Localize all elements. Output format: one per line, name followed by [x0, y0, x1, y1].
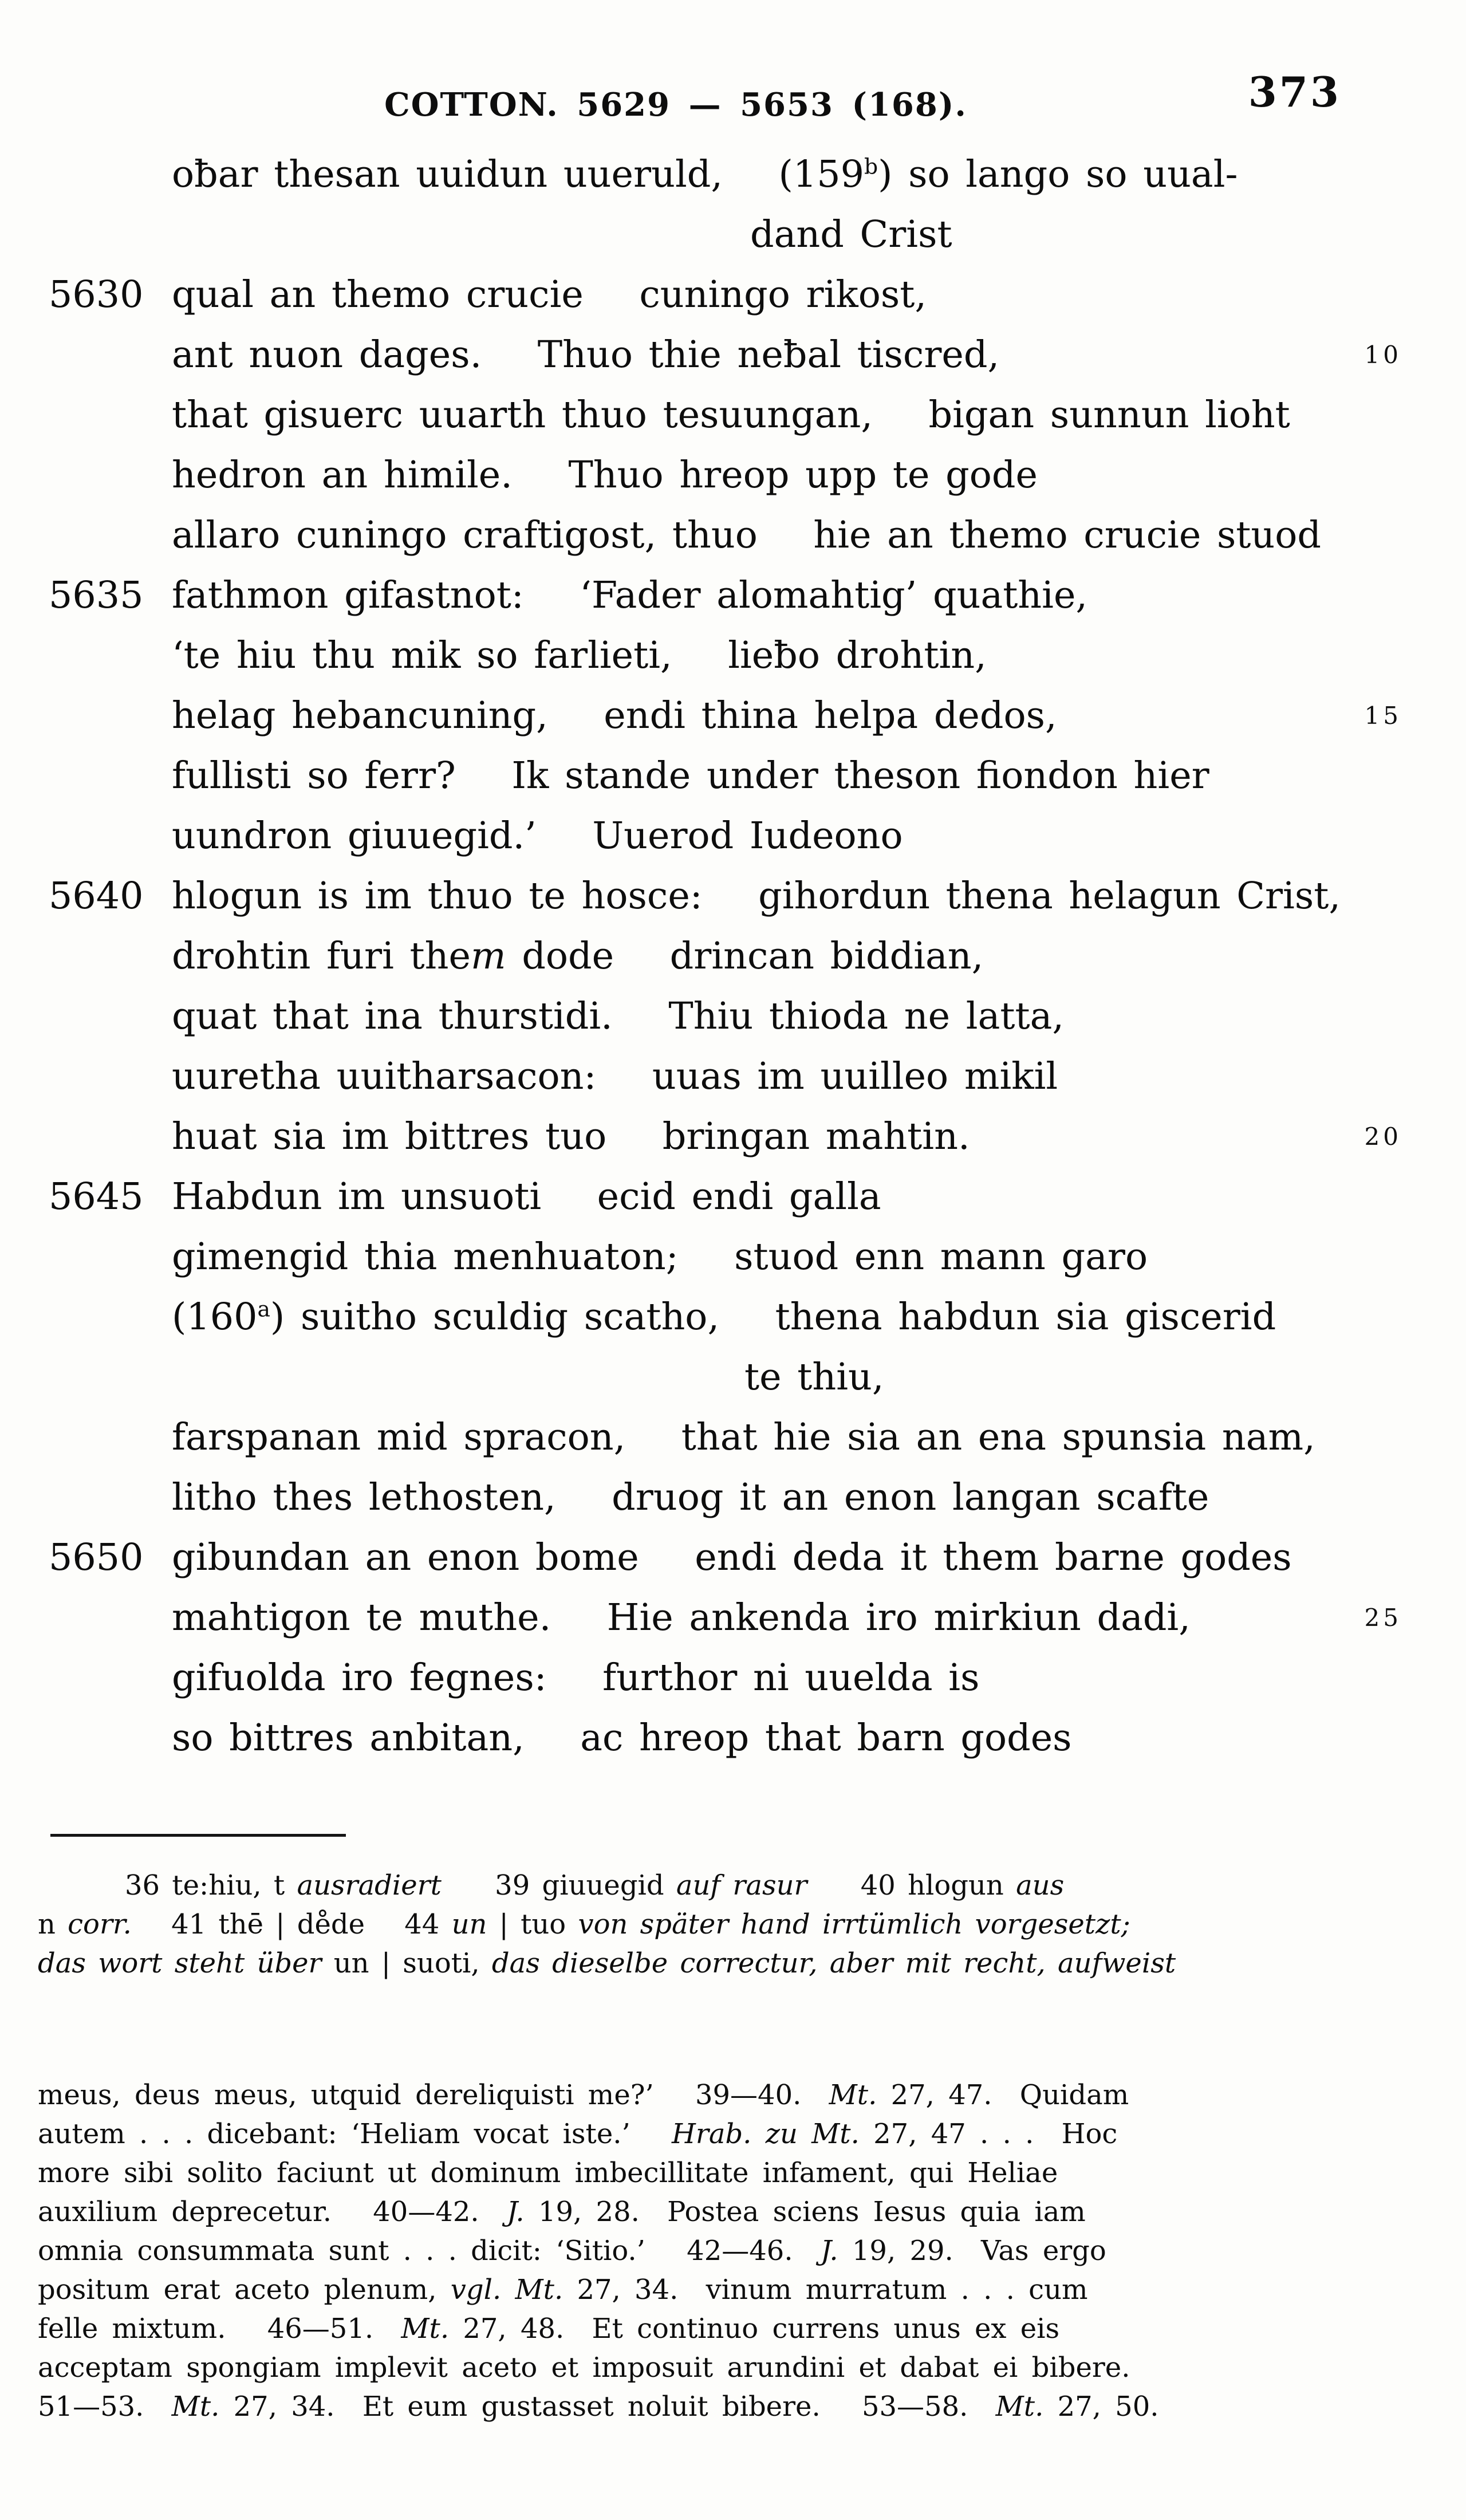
- verse-line: [0, 1107, 1466, 1167]
- page-number: 373: [1248, 68, 1341, 116]
- text-segment: litho thes lethosten, druog it an enon langan scafte: [172, 1476, 1209, 1519]
- text-segment: aus: [1016, 1869, 1065, 1901]
- verse-line: [0, 1347, 1466, 1407]
- text-segment: gifuolda iro fegnes: furthor ni uuelda is: [172, 1656, 980, 1699]
- verse-line: [0, 1708, 1466, 1768]
- text-segment: 27, 50.: [1043, 2391, 1159, 2423]
- verse-line: [0, 1588, 1466, 1648]
- verse-text: [172, 1407, 1315, 1467]
- text-segment: ant nuon dages. Thuo thie neƀal tiscred,: [172, 333, 1000, 376]
- folio-mark: a: [257, 1296, 270, 1322]
- verse-text: [172, 1708, 1072, 1768]
- apparatus-line: [38, 1905, 1424, 1944]
- text-segment: 40 hlogun: [807, 1869, 1016, 1901]
- text-segment: corr.: [68, 1908, 132, 1940]
- text-segment: Mt.: [171, 2391, 220, 2423]
- text-segment: 36 te:hiu, t: [125, 1869, 297, 1901]
- verse-line: [0, 686, 1466, 746]
- text-segment: das dieselbe correctur, aber mit recht, aufweist: [491, 1947, 1176, 1979]
- text-segment: 41 thē | de̊de 44: [131, 1908, 452, 1940]
- verse-text: [172, 1167, 881, 1227]
- verse-line: [0, 505, 1466, 565]
- apparatus-rule: [50, 1834, 346, 1837]
- verse-line: [0, 986, 1466, 1046]
- text-segment: ‘te hiu thu mik so farlieti, lieƀo drohtin,: [172, 634, 987, 677]
- verse-line-number: 5640: [49, 875, 144, 918]
- verse-line: [0, 746, 1466, 806]
- text-segment: fullisti so ferr? Ik stande under theson fiondon hier: [172, 754, 1209, 797]
- text-segment: quat that ina thurstidi. Thiu thioda ne latta,: [172, 995, 1064, 1038]
- text-segment: omnia consummata sunt . . . dicit: ‘Sitio.’ 42—46.: [38, 2235, 821, 2267]
- folio-line-number: 15: [1364, 702, 1402, 730]
- text-segment: positum erat aceto plenum,: [38, 2274, 451, 2306]
- commentary-line: [38, 2192, 1424, 2231]
- text-segment: Mt.: [995, 2391, 1044, 2423]
- text-segment: 19, 28. Postea sciens Iesus quia iam: [524, 2196, 1086, 2228]
- verse-line: [0, 565, 1466, 625]
- text-segment: autem . . . dicebant: ‘Heliam vocat iste.’: [38, 2118, 672, 2150]
- text-segment: hlogun is im thuo te hosce: gihordun thena helagun Crist,: [172, 875, 1341, 918]
- commentary-line: [38, 2348, 1424, 2387]
- verse-text: [172, 986, 1064, 1046]
- text-segment: 19, 29. Vas ergo: [838, 2235, 1106, 2267]
- apparatus-line: [38, 1866, 1424, 1905]
- text-segment: meus, deus meus, utquid dereliquisti me?’ 39—40.: [38, 2079, 829, 2111]
- verse-text: [172, 926, 983, 986]
- folio-mark: b: [864, 153, 878, 179]
- verse-line: [0, 144, 1466, 204]
- text-segment: gibundan an enon bome endi deda it them barne godes: [172, 1536, 1292, 1579]
- text-segment: J.: [506, 2196, 525, 2228]
- text-segment: das wort steht über: [38, 1947, 334, 1979]
- verse-line: [0, 445, 1466, 505]
- text-segment: auxilium deprecetur. 40—42.: [38, 2196, 507, 2228]
- verse-text: [172, 1107, 970, 1167]
- verse-line: [0, 1227, 1466, 1287]
- text-segment: n: [38, 1908, 68, 1940]
- text-segment: drohtin furi the: [172, 935, 471, 978]
- verse-line: [0, 1467, 1466, 1527]
- text-segment: uuretha uuitharsacon: uuas im uuilleo mikil: [172, 1055, 1058, 1098]
- verse-text: [172, 625, 987, 686]
- text-segment: | tuo: [487, 1908, 578, 1940]
- commentary-line: [38, 2309, 1424, 2348]
- text-segment: vgl. Mt.: [450, 2274, 563, 2306]
- text-segment: uundron giuuegid.’ Uuerod Iudeono: [172, 814, 903, 857]
- verse-line-number: 5650: [49, 1536, 144, 1579]
- text-segment: Hrab. zu Mt.: [672, 2118, 860, 2150]
- text-segment: Habdun im unsuoti ecid endi galla: [172, 1175, 881, 1218]
- text-segment: qual an themo crucie cuningo rikost,: [172, 273, 927, 316]
- text-segment: un: [451, 1908, 487, 1940]
- apparatus-line: [38, 1944, 1424, 1983]
- text-segment: auf rasur: [676, 1869, 807, 1901]
- text-segment: huat sia im bittres tuo bringan mahtin.: [172, 1115, 970, 1158]
- verse-line: [0, 204, 1466, 265]
- verse-text: [172, 445, 1038, 505]
- verse-text: [172, 1467, 1209, 1527]
- text-segment: Mt.: [829, 2079, 877, 2111]
- verse-text: [172, 325, 999, 385]
- verse-text: [172, 686, 1057, 746]
- text-segment: 39 giuuegid: [441, 1869, 676, 1901]
- verse-block: [0, 144, 1466, 1768]
- text-segment: ) suitho sculdig scatho, thena habdun sia giscerid: [270, 1296, 1276, 1338]
- commentary-line: [38, 2387, 1424, 2426]
- text-segment: ) so lango so uual-: [878, 153, 1238, 196]
- verse-text: [172, 505, 1321, 565]
- text-segment: un | suoti,: [333, 1947, 492, 1979]
- verse-line: [0, 1287, 1466, 1347]
- folio-line-number: 25: [1364, 1604, 1402, 1632]
- text-segment: 27, 34. Et eum gustasset noluit bibere. 53—58.: [219, 2391, 996, 2423]
- verse-text: [172, 385, 1290, 445]
- verse-line-number: 5630: [49, 273, 144, 316]
- verse-text: [172, 144, 1238, 204]
- verse-line-number: 5645: [49, 1175, 144, 1218]
- verse-text: [172, 1287, 1276, 1347]
- verse-text: [172, 806, 903, 866]
- text-segment: felle mixtum. 46—51.: [38, 2313, 401, 2345]
- text-segment: 27, 34. vinum murratum . . . cum: [563, 2274, 1088, 2306]
- text-segment: 27, 47. Quidam: [877, 2079, 1129, 2111]
- verse-text: [172, 1588, 1191, 1648]
- verse-text: [172, 1648, 979, 1708]
- verse-line: [0, 1648, 1466, 1708]
- text-segment: more sibi solito faciunt ut dominum imbecillitate infament, qui Heliae: [38, 2157, 1058, 2189]
- apparatus-block: [38, 1866, 1424, 1983]
- verse-text: [172, 746, 1209, 806]
- commentary-line: [38, 2076, 1424, 2115]
- verse-line: [0, 1167, 1466, 1227]
- text-segment: acceptam spongiam implevit aceto et imposuit arundini et dabat ei bibere.: [38, 2352, 1130, 2384]
- verse-text: [750, 204, 952, 265]
- text-segment: so bittres anbitan, ac hreop that barn godes: [172, 1716, 1072, 1759]
- commentary-line: [38, 2231, 1424, 2270]
- text-segment: gimengid thia menhuaton; stuod enn mann garo: [172, 1235, 1148, 1278]
- text-segment: mahtigon te muthe. Hie ankenda iro mirkiun dadi,: [172, 1596, 1191, 1639]
- text-segment: Mt.: [401, 2313, 450, 2345]
- text-segment: 27, 47 . . . Hoc: [859, 2118, 1118, 2150]
- verse-line: [0, 1046, 1466, 1107]
- verse-line: [0, 806, 1466, 866]
- verse-line: [0, 265, 1466, 325]
- commentary-line: [38, 2270, 1424, 2309]
- commentary-line: [38, 2115, 1424, 2153]
- verse-line: [0, 866, 1466, 926]
- verse-line: [0, 325, 1466, 385]
- text-segment: dand Crist: [750, 213, 952, 256]
- folio-line-number: 20: [1364, 1123, 1402, 1151]
- verse-line-number: 5635: [49, 574, 144, 617]
- text-segment: ausradiert: [297, 1869, 442, 1901]
- verse-text: [172, 265, 927, 325]
- commentary-block: [38, 2076, 1424, 2426]
- folio-line-number: 10: [1364, 341, 1402, 369]
- verse-line: [0, 1527, 1466, 1588]
- text-segment: helag hebancuning, endi thina helpa dedos,: [172, 694, 1057, 737]
- verse-text: [172, 1046, 1058, 1107]
- text-segment: that gisuerc uuarth thuo tesuungan, bigan sunnun lioht: [172, 393, 1290, 436]
- verse-line: [0, 1407, 1466, 1467]
- text-segment: 51—53.: [38, 2391, 172, 2423]
- text-segment: von später hand irrtümlich vorgesetzt;: [578, 1908, 1130, 1940]
- text-segment: te thiu,: [744, 1356, 884, 1399]
- text-segment: m: [471, 935, 506, 978]
- text-segment: J.: [820, 2235, 838, 2267]
- verse-line: [0, 926, 1466, 986]
- text-segment: hedron an himile. Thuo hreop upp te gode: [172, 454, 1038, 497]
- commentary-line: [38, 2153, 1424, 2192]
- text-segment: dode drincan biddian,: [506, 935, 984, 978]
- header-title: COTTON. 5629 — 5653 (168).: [384, 86, 967, 124]
- verse-text: [172, 1227, 1148, 1287]
- verse-line: [0, 385, 1466, 445]
- text-segment: (160: [172, 1296, 258, 1338]
- text-segment: 27, 48. Et continuo currens unus ex eis: [449, 2313, 1060, 2345]
- text-segment: allaro cuningo craftigost, thuo hie an themo crucie stuod: [172, 514, 1322, 557]
- text-segment: fathmon gifastnot: ‘Fader alomahtig’ quathie,: [172, 574, 1088, 617]
- verse-text: [172, 1527, 1292, 1588]
- verse-text: [744, 1347, 884, 1407]
- verse-line: [0, 625, 1466, 686]
- text-segment: oƀar thesan uuidun uueruld, (159: [172, 153, 864, 196]
- text-segment: farspanan mid spracon, that hie sia an ena spunsia nam,: [172, 1416, 1315, 1459]
- verse-text: [172, 565, 1087, 625]
- verse-text: [172, 866, 1341, 926]
